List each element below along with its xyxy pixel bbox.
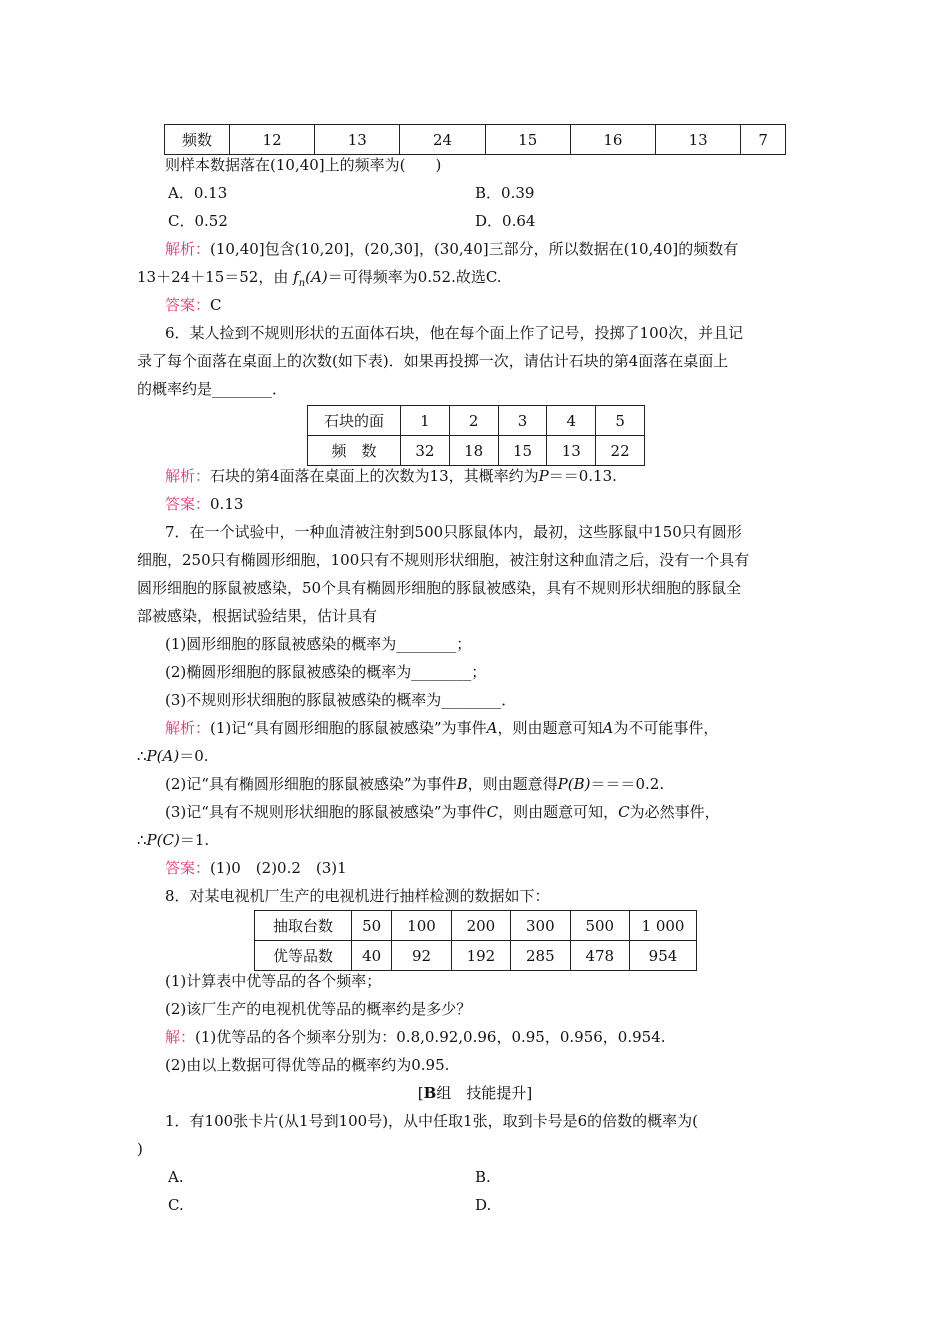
q5-answer	[165, 294, 815, 316]
b1-line2: )	[137, 1140, 143, 1158]
math-subscript: n	[298, 278, 306, 289]
analysis-text: ＝＝＝0.2.	[590, 775, 665, 793]
answer-label: 答案：	[165, 859, 211, 877]
therefore-symbol: ∴	[137, 747, 147, 765]
analysis-text: ，则由题意得	[467, 775, 558, 793]
table-row	[255, 911, 697, 941]
analysis-text: ，则由题意可知	[497, 719, 603, 737]
q5-stem: 则样本数据落在(10,40]上的频率为( )	[165, 156, 442, 174]
math-var: (B)	[567, 775, 591, 793]
table-cell: 13	[547, 436, 596, 466]
table-row	[308, 406, 645, 436]
table-header-cell: 优等品数	[255, 941, 352, 971]
table-cell: 32	[401, 436, 450, 466]
table-cell: 200	[451, 911, 510, 941]
table-header-cell: 频数	[165, 125, 230, 155]
table-cell: 16	[570, 125, 655, 155]
solution-label: 解：	[165, 1028, 196, 1046]
analysis-label: 解析：	[165, 467, 211, 485]
q6-line3: 的概率约是________．	[137, 380, 288, 398]
therefore-symbol: ∴	[137, 831, 147, 849]
analysis-text: 石块的第4面落在桌面上的次数为13，其概率约为	[210, 467, 539, 485]
q5-analysis-line1	[165, 238, 815, 260]
math-var: P	[557, 775, 568, 793]
section-title-text: [	[417, 1084, 424, 1102]
q6-answer	[165, 493, 815, 515]
math-var: f	[293, 268, 299, 286]
q6-line2: 录了每个面落在桌面上的次数(如下表)．如果再投掷一次，请估计石块的第4面落在桌面上	[137, 352, 729, 370]
analysis-text: ＝1.	[179, 831, 210, 849]
table-cell: 300	[511, 911, 570, 941]
analysis-label: 解析：	[165, 240, 211, 258]
table-cell: 50	[352, 911, 392, 941]
table-cell: 15	[485, 125, 570, 155]
analysis-text: 为不可能事件，	[613, 719, 719, 737]
q8-line1: 8．对某电视机厂生产的电视机进行抽样检测的数据如下：	[165, 887, 550, 905]
q5-option-c: C．0.52	[168, 212, 228, 230]
analysis-text: ＝可得频率为0.52.故选C.	[327, 268, 502, 286]
math-var: (A)	[305, 268, 328, 286]
table-row	[165, 125, 786, 155]
q7-analysis-line3	[165, 773, 815, 795]
q7-sub1: (1)圆形细胞的豚鼠被感染的概率为________；	[165, 635, 472, 653]
q7-line2: 细胞，250只有椭圆形细胞，100只有不规则形状细胞，被注射这种血清之后，没有一个具有	[137, 551, 750, 569]
q7-sub3: (3)不规则形状细胞的豚鼠被感染的概率为________．	[165, 691, 517, 709]
tv-sampling-table	[254, 910, 697, 971]
table-cell: 192	[451, 941, 510, 971]
q7-analysis-line4	[165, 801, 815, 823]
q7-sub2: (2)椭圆形细胞的豚鼠被感染的概率为________；	[165, 663, 487, 681]
table-cell: 1 000	[630, 911, 697, 941]
q8-sub1: (1)计算表中优等品的各个频率；	[165, 972, 382, 990]
analysis-text: (3)记“具有不规则形状细胞的豚鼠被感染”为事件	[165, 803, 487, 821]
answer-label: 答案：	[165, 495, 211, 513]
q8-sub2: (2)该厂生产的电视机优等品的概率约是多少？	[165, 1000, 472, 1018]
math-var: A	[486, 719, 498, 737]
q7-analysis-line1	[165, 717, 815, 739]
table-cell: 13	[315, 125, 400, 155]
b1-option-c: C.	[168, 1196, 184, 1214]
analysis-text: 13＋24＋15＝52，由	[137, 268, 294, 286]
table-cell: 22	[596, 436, 645, 466]
q8-solution-line2: (2)由以上数据可得优等品的概率约为0.95.	[165, 1056, 450, 1074]
analysis-text: (10,40]包含(10,20]，(20,30]，(30,40]三部分，所以数据在(10,40]的频数有	[210, 240, 739, 258]
section-b-title	[0, 1082, 950, 1104]
q8-solution-line1	[165, 1026, 815, 1048]
table-cell: 12	[230, 125, 315, 155]
q7-line3: 圆形细胞的豚鼠被感染，50个具有椭圆形细胞的豚鼠被感染，具有不规则形状细胞的豚鼠全	[137, 579, 742, 597]
frequency-table	[164, 124, 786, 155]
b1-option-a: A.	[168, 1168, 184, 1186]
section-title-letter: B	[423, 1084, 437, 1102]
answer-value: 0.13	[210, 495, 244, 513]
table-cell: 1	[401, 406, 450, 436]
math-var: (C)	[156, 831, 180, 849]
b1-option-b: B.	[475, 1168, 491, 1186]
math-var: P	[538, 467, 549, 485]
math-var: A	[602, 719, 614, 737]
table-row	[308, 436, 645, 466]
math-var: P	[146, 747, 157, 765]
analysis-text: 为必然事件，	[629, 803, 720, 821]
b1-option-d: D.	[475, 1196, 492, 1214]
section-title-text: 组 技能提升]	[436, 1084, 533, 1102]
table-cell: 24	[400, 125, 485, 155]
math-var: C	[618, 803, 630, 821]
table-row	[255, 941, 697, 971]
answer-value: (1)0 (2)0.2 (3)1	[210, 859, 347, 877]
table-cell: 500	[570, 911, 629, 941]
q7-analysis-line5	[137, 829, 815, 851]
q5-analysis-line2	[137, 266, 815, 295]
stone-face-table	[307, 405, 645, 466]
b1-line1: 1．有100张卡片(从1号到100号)，从中任取1张，取到卡号是6的倍数的概率为(	[165, 1112, 698, 1130]
analysis-text: ＝＝0.13.	[548, 467, 617, 485]
q5-option-a: A．0.13	[168, 184, 228, 202]
table-cell: 40	[352, 941, 392, 971]
q6-analysis	[165, 465, 815, 487]
analysis-text: ＝0.	[179, 747, 209, 765]
table-cell: 7	[741, 125, 786, 155]
table-cell: 13	[656, 125, 741, 155]
q5-option-b: B．0.39	[475, 184, 535, 202]
table-cell: 92	[392, 941, 451, 971]
table-cell: 285	[511, 941, 570, 971]
table-cell: 100	[392, 911, 451, 941]
answer-label: 答案：	[165, 296, 211, 314]
math-var: (A)	[156, 747, 180, 765]
table-cell: 478	[570, 941, 629, 971]
table-cell: 4	[547, 406, 596, 436]
table-header-cell: 频 数	[308, 436, 401, 466]
math-var: C	[486, 803, 499, 821]
q7-answer	[165, 857, 815, 879]
table-cell: 18	[449, 436, 498, 466]
table-header-cell: 石块的面	[308, 406, 401, 436]
solution-text: (1)优等品的各个频率分别为：0.8,0.92,0.96，0.95，0.956，0.954.	[195, 1028, 666, 1046]
analysis-text: (1)记“具有圆形细胞的豚鼠被感染”为事件	[210, 719, 487, 737]
q6-line1: 6．某人捡到不规则形状的五面体石块，他在每个面上作了记号，投掷了100次，并且记	[165, 324, 744, 342]
analysis-text: (2)记“具有椭圆形细胞的豚鼠被感染”为事件	[165, 775, 457, 793]
table-cell: 15	[498, 436, 547, 466]
answer-value: C	[210, 296, 222, 314]
table-cell: 5	[596, 406, 645, 436]
table-cell: 954	[630, 941, 697, 971]
q7-line1: 7．在一个试验中，一种血清被注射到500只豚鼠体内，最初，这些豚鼠中150只有圆形	[165, 523, 742, 541]
analysis-text: ，则由题意可知，	[498, 803, 619, 821]
q7-analysis-line2	[137, 745, 815, 767]
table-cell: 3	[498, 406, 547, 436]
q5-option-d: D．0.64	[475, 212, 536, 230]
q7-line4: 部被感染，根据试验结果，估计具有	[137, 607, 378, 625]
table-header-cell: 抽取台数	[255, 911, 352, 941]
table-cell: 2	[449, 406, 498, 436]
math-var: B	[456, 775, 468, 793]
analysis-label: 解析：	[165, 719, 211, 737]
math-var: P	[146, 831, 157, 849]
